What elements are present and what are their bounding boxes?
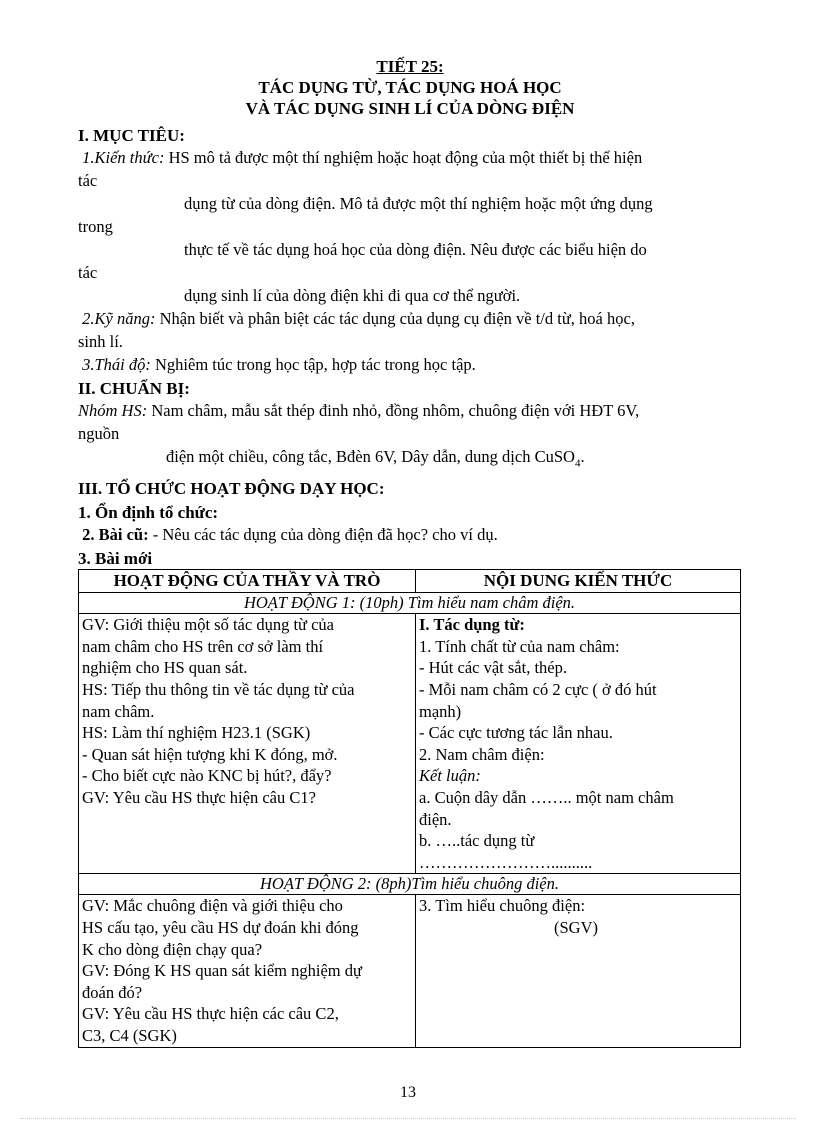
column-header-activities: HOẠT ĐỘNG CỦA THẦY VÀ TRÒ bbox=[79, 570, 416, 593]
on-dinh-heading: 1. Ổn định tổ chức: bbox=[78, 503, 219, 523]
ky-nang-paragraph bbox=[78, 307, 742, 353]
kien-thuc-label: 1.Kiến thức: bbox=[82, 148, 165, 167]
kien-thuc-line-4: dụng sinh lí của dòng điện khi đi qua cơ thể người. bbox=[184, 286, 521, 305]
kien-thuc-paragraph bbox=[78, 146, 742, 307]
table-line: GV: Yêu cầu HS thực hiện các câu C2, bbox=[82, 1004, 339, 1024]
table-line: 1. Tính chất từ của nam châm: bbox=[419, 636, 620, 656]
title-line-3: VÀ TÁC DỤNG SINH LÍ CỦA DÒNG ĐIỆN bbox=[245, 99, 575, 118]
cuso4-subscript: 4 bbox=[574, 457, 581, 470]
table-line: - Cho biết cực nào KNC bị hút?, đẩy? bbox=[82, 766, 332, 786]
ky-nang-label: 2.Kỹ năng: bbox=[82, 309, 156, 328]
bai-cu-line bbox=[78, 523, 742, 546]
kien-thuc-line-1: HS mô tả được một thí nghiệm hoặc hoạt động của một thiết bị thể hiện bbox=[164, 148, 643, 167]
table-line: …………………….......... bbox=[419, 852, 593, 872]
table-line: nam châm. bbox=[82, 701, 155, 721]
table-line: b. …..tác dụng từ bbox=[419, 831, 535, 851]
thai-do-label: 3.Thái độ: bbox=[82, 355, 151, 374]
activity-2-teacher-student bbox=[79, 895, 416, 1047]
nhom-hs-text: Nam châm, mẫu sắt thép đinh nhỏ, đồng nhôm, chuông điện với HĐT 6V, bbox=[147, 401, 640, 420]
page-number: 13 bbox=[400, 1084, 416, 1101]
table-line: HS cấu tạo, yêu cầu HS dự đoán khi đóng bbox=[82, 918, 359, 938]
ket-luan-label: Kết luận: bbox=[419, 766, 481, 786]
table-line: - Các cực tương tác lẫn nhau. bbox=[419, 723, 613, 743]
table-line: GV: Đóng K HS quan sát kiểm nghiệm dự bbox=[82, 961, 362, 981]
section-3-heading: III. TỔ CHỨC HOẠT ĐỘNG DẠY HỌC: bbox=[78, 479, 385, 499]
sgv-reference: (SGV) bbox=[554, 918, 598, 938]
nhom-hs-end: . bbox=[580, 447, 585, 466]
document-page bbox=[78, 56, 742, 1048]
thai-do-text: Nghiêm túc trong học tập, hợp tác trong học tập. bbox=[150, 355, 476, 374]
table-line: GV: Yêu cầu HS thực hiện câu C1? bbox=[82, 788, 316, 808]
title-line-2: TÁC DỤNG TỪ, TÁC DỤNG HOÁ HỌC bbox=[258, 78, 562, 97]
table-line: đoán đó? bbox=[82, 982, 143, 1002]
bai-cu-text: - Nêu các tác dụng của dòng điện đã học? cho ví dụ. bbox=[148, 525, 498, 545]
lesson-number: TIẾT 25: bbox=[376, 57, 444, 76]
ky-nang-text: Nhận biết và phân biệt các tác dụng của dụng cụ điện về t/d từ, hoá học, bbox=[155, 309, 635, 328]
nhom-hs-text-2: điện một chiều, công tắc, Bđèn 6V, Dây dẫn, dung dịch CuSO bbox=[166, 447, 575, 466]
lesson-title bbox=[78, 56, 742, 119]
section-2-heading: II. CHUẨN BỊ: bbox=[78, 379, 190, 398]
column-header-content: NỘI DUNG KIẾN THỨC bbox=[416, 570, 741, 593]
tac-dung-tu-heading: I. Tác dụng từ: bbox=[419, 615, 525, 635]
table-line: - Hút các vật sắt, thép. bbox=[419, 658, 567, 678]
table-line: nam châm cho HS trên cơ sở làm thí bbox=[82, 636, 324, 656]
page-bottom-divider bbox=[20, 1118, 796, 1119]
bai-cu-label: 2. Bài cũ: bbox=[82, 525, 149, 545]
table-line: GV: Mắc chuông điện và giới thiệu cho bbox=[82, 896, 343, 916]
section-1-heading: I. MỤC TIÊU: bbox=[78, 126, 185, 145]
table-line: 2. Nam châm điện: bbox=[419, 744, 545, 764]
chuong-dien-heading: 3. Tìm hiểu chuông điện: bbox=[419, 896, 586, 916]
table-line: HS: Làm thí nghiệm H23.1 (SGK) bbox=[82, 723, 311, 743]
kien-thuc-line-1b: tác bbox=[78, 171, 98, 190]
table-line: C3, C4 (SGK) bbox=[82, 1025, 177, 1045]
activity-1-content bbox=[416, 614, 741, 874]
kien-thuc-line-3b: tác bbox=[78, 263, 98, 282]
table-line: HS: Tiếp thu thông tin về tác dụng từ của bbox=[82, 680, 355, 700]
table-line: - Quan sát hiện tượng khi K đóng, mở. bbox=[82, 744, 338, 764]
nhom-hs-text-b: nguồn bbox=[78, 424, 120, 443]
kien-thuc-line-2b: trong bbox=[78, 217, 113, 236]
activity-1-teacher-student bbox=[79, 614, 416, 874]
thai-do-paragraph bbox=[78, 353, 742, 376]
table-line: - Mỗi nam châm có 2 cực ( ở đó hút bbox=[419, 680, 657, 700]
table-line: nghiệm cho HS quan sát. bbox=[82, 658, 248, 678]
kien-thuc-line-2: dụng từ của dòng điện. Mô tả được một thí nghiệm hoặc một ứng dụng bbox=[184, 194, 653, 213]
activity-1-header: HOẠT ĐỘNG 1: (10ph) Tìm hiểu nam châm điện. bbox=[79, 593, 741, 614]
activity-2-header: HOẠT ĐỘNG 2: (8ph)Tìm hiểu chuông điện. bbox=[79, 874, 741, 895]
chuan-bi-paragraph bbox=[78, 399, 742, 475]
lesson-activity-table bbox=[78, 569, 741, 1047]
ky-nang-text-2: sinh lí. bbox=[78, 332, 123, 351]
bai-moi-heading: 3. Bài mới bbox=[78, 549, 153, 569]
table-line: điện. bbox=[419, 809, 452, 829]
activity-2-content bbox=[416, 895, 741, 1047]
table-line: a. Cuộn dây dẫn …….. một nam châm bbox=[419, 788, 674, 808]
table-line: K cho dòng điện chạy qua? bbox=[82, 939, 263, 959]
kien-thuc-line-3: thực tế về tác dụng hoá học của dòng điện. Nêu được các biểu hiện do bbox=[184, 240, 647, 259]
table-line: GV: Giới thiệu một số tác dụng từ của bbox=[82, 615, 334, 635]
nhom-hs-label: Nhóm HS: bbox=[78, 401, 148, 420]
table-line: mạnh) bbox=[419, 701, 462, 721]
